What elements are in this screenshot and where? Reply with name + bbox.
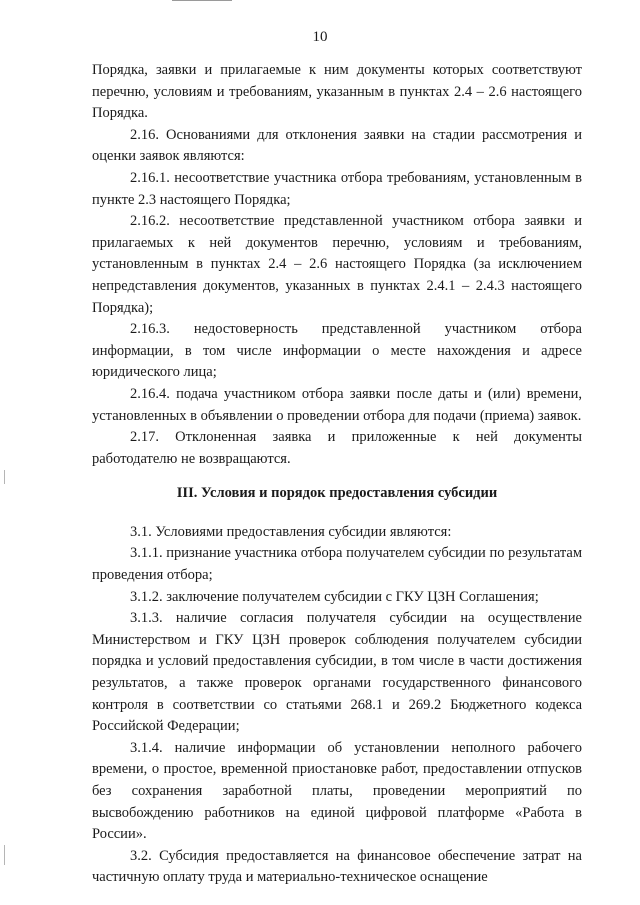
scan-artifact-top-line: [172, 0, 232, 1]
paragraph: 2.17. Отклоненная заявка и приложенные к ней документы работодателю не возвращаются.: [92, 429, 582, 467]
paragraph: 2.16.4. подача участником отбора заявки после даты и (или) времени, установленных в объявлении о проведении отбора для подачи (приема) заявок.: [92, 385, 582, 424]
paragraph: 2.16. Основаниями для отклонения заявки на стадии рассмотрения и оценки заявок являются:: [92, 126, 582, 165]
page-number: 10: [312, 29, 328, 45]
paragraph: 3.2. Субсидия предоставляется на финансовое обеспечение затрат на частичную оплату труда и материально-техническое оснащение: [92, 847, 582, 886]
paragraph: 3.1. Условиями предоставления субсидии являются:: [130, 523, 452, 540]
document-body: [92, 60, 582, 889]
paragraph: 2.16.2. несоответствие представленной участником отбора заявки и прилагаемых к ней документов перечню, условиям и требованиям, установленным в пунктах 2.4 – 2.6 настоящего Порядка (за исключением непредставления документов, указанных в пунктах 2.4.1 – 2.4.3 настоящего Порядка);: [92, 213, 582, 316]
paragraph: 2.16.3. недостоверность представленной участником отбора информации, в том числе информации о месте нахождения и адресе юридического лица;: [92, 321, 582, 381]
paragraph: Порядка, заявки и прилагаемые к ним документы которых соответствуют перечню, условиям и требованиям, указанным в пунктах 2.4 – 2.6 настоящего Порядка.: [92, 62, 582, 122]
paragraph: 3.1.4. наличие информации об установлении неполного рабочего времени, о простое, временной приостановке работ, предоставлении отпусков без сохранения заработной платы, проведении мероприятий по высвобождению работников на единой цифровой платформе «Работа в России».: [92, 739, 582, 843]
section-heading: III. Условия и порядок предоставления субсидии: [176, 485, 498, 502]
paragraph: 3.1.1. признание участника отбора получателем субсидии по результатам проведения отбора;: [92, 545, 582, 584]
paragraph: 3.1.3. наличие согласия получателя субсидии на осуществление Министерством и ГКУ ЦЗН проверок соблюдения получателем субсидии порядка и условий предоставления субсидии, в том числе в части достижения результатов, а также проверок органами государственного финансового контроля в соответствии со статьями 268.1 и 269.2 Бюджетного кодекса Российской Федерации;: [92, 610, 582, 735]
paragraph: 2.16.1. несоответствие участника отбора требованиям, установленным в пункте 2.3 настоящего Порядка;: [92, 169, 582, 208]
scan-artifact-left-mark: [4, 845, 5, 865]
scan-artifact-left-mark: [4, 470, 5, 484]
paragraph: 3.1.2. заключение получателем субсидии с ГКУ ЦЗН Соглашения;: [130, 588, 539, 605]
